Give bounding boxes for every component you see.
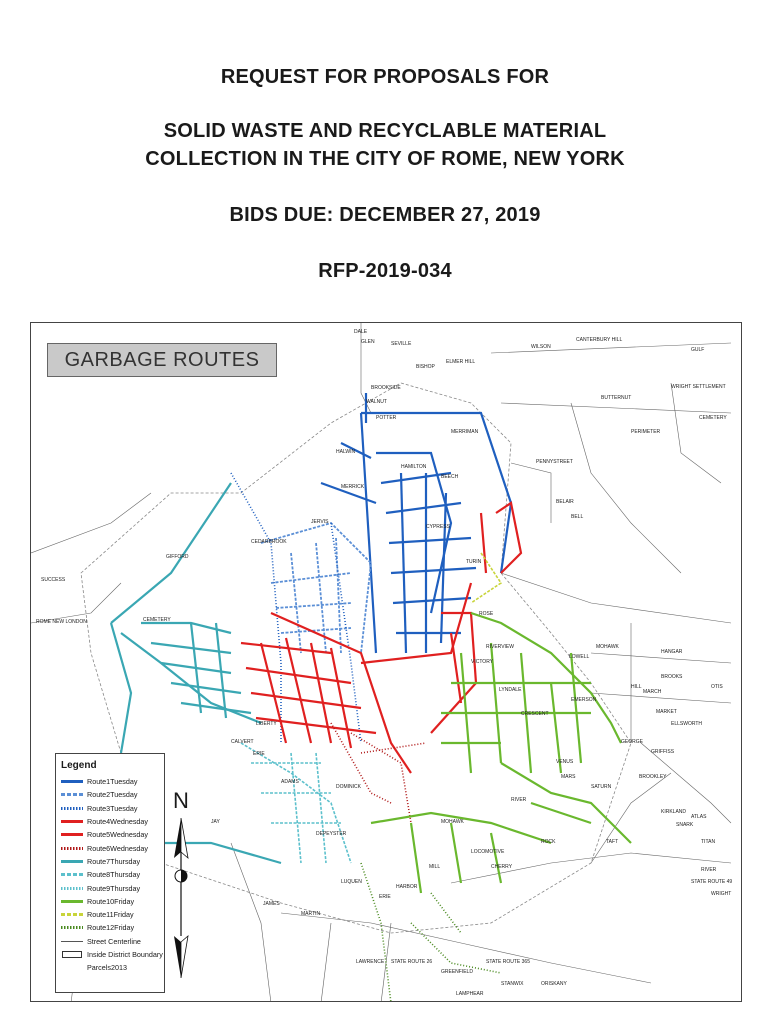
street-label: LAWRENCE — [356, 959, 385, 965]
street-label: GRIFFISS — [651, 749, 675, 755]
street-label: CANTERBURY HILL — [576, 337, 623, 343]
street-label: STATE ROUTE 49 — [691, 879, 733, 885]
street-label: GIFFORD — [166, 554, 189, 560]
street-label: BELAIR — [556, 499, 574, 505]
street-label: TAFT — [606, 839, 619, 845]
legend-label: Route3Tuesday — [87, 803, 138, 813]
legend-swatch — [61, 778, 83, 785]
legend-item — [61, 788, 160, 801]
street-label: SATURN — [591, 784, 612, 790]
north-arrow-icon — [169, 818, 193, 978]
street-label: RIVER — [511, 797, 527, 803]
legend-item — [61, 908, 160, 921]
legend-item — [61, 921, 160, 934]
street-label: MERRIMAN — [451, 429, 479, 435]
street-label: ROME NEW LONDON — [36, 619, 87, 625]
legend-item — [61, 948, 163, 961]
street-label: STATE ROUTE 26 — [391, 959, 433, 965]
street-label: MOHAWK — [596, 644, 619, 650]
street-label: ERIE — [379, 894, 391, 900]
legend-label: Route7Thursday — [87, 856, 141, 866]
legend-label: Route1Tuesday — [87, 777, 138, 787]
street-label: MERRICK — [341, 484, 365, 490]
street-label: LYNDALE — [499, 687, 522, 693]
street-label: BEECH — [441, 474, 459, 480]
street-label: CEMETERY — [699, 415, 727, 421]
street-label: VICTORY — [471, 659, 494, 665]
legend-label: Route8Thursday — [87, 870, 141, 880]
street-label: DOMINICK — [336, 784, 361, 790]
street-label: LUQUEN — [341, 879, 362, 885]
street-label: STANWIX — [501, 981, 524, 987]
street-label: BISHOP — [416, 364, 435, 370]
street-label: VENUS — [556, 759, 574, 765]
street-label: SNARK — [676, 822, 694, 828]
street-label: HILL — [631, 684, 642, 690]
street-label: JAY — [211, 819, 220, 825]
street-label: MOHAWK — [441, 819, 464, 825]
rfp-number: RFP-2019-034 — [318, 260, 452, 282]
route12-friday-dotted — [361, 863, 501, 1002]
street-label: ROCK — [541, 839, 556, 845]
street-label: CRESCENT — [521, 711, 549, 717]
legend-item — [61, 775, 160, 788]
legend-label: Route12Friday — [87, 923, 135, 933]
legend-item — [61, 841, 160, 854]
legend-box — [55, 753, 165, 993]
legend-item — [61, 802, 160, 815]
legend-label: Street Centerline — [87, 936, 141, 946]
street-label: RIVERVIEW — [486, 644, 514, 650]
street-label: GREENFIELD — [441, 969, 473, 975]
street-label: EMERSON — [571, 697, 597, 703]
street-label: LIBERTY — [256, 721, 277, 727]
street-label: KIRKLAND — [661, 809, 687, 815]
street-label: JERVIS — [311, 519, 329, 525]
route6-wednesday-dotted — [331, 723, 426, 823]
street-label: BROOKSIDE — [371, 385, 401, 391]
street-label: GEORGE — [621, 739, 643, 745]
street-label: ELMER HILL — [446, 359, 476, 365]
route8-9-thursday — [241, 743, 351, 863]
street-label: WRIGHT — [711, 891, 732, 897]
street-label: LAMPHEAR — [456, 991, 484, 997]
street-label: CHERRY — [491, 864, 513, 870]
legend-swatch — [61, 938, 83, 945]
street-label: STATE ROUTE 365 — [486, 959, 530, 965]
title-line-1: REQUEST FOR PROPOSALS FOR — [220, 66, 550, 88]
legend-swatch — [61, 805, 83, 812]
title-line-3: COLLECTION IN THE CITY OF ROME, NEW YORK — [145, 148, 625, 170]
legend-label: Route2Tuesday — [87, 790, 138, 800]
street-label: OTIS — [711, 684, 723, 690]
street-label: WALNUT — [366, 399, 387, 405]
street-label: POTTER — [376, 415, 397, 421]
street-label: BELL — [571, 514, 584, 520]
street-label: JAMES — [263, 901, 280, 907]
legend-label: Route5Wednesday — [87, 830, 149, 840]
street-label: BROOKLEY — [639, 774, 667, 780]
legend-swatch — [61, 951, 83, 958]
legend-swatch — [61, 871, 83, 878]
street-label: RIVER — [701, 867, 717, 873]
street-label: HALWIN — [336, 449, 356, 455]
map-title-box: GARBAGE ROUTES — [47, 343, 277, 377]
legend-label: Route9Thursday — [87, 883, 141, 893]
legend-swatch — [61, 845, 83, 852]
bids-due-line: BIDS DUE: DECEMBER 27, 2019 — [229, 204, 541, 226]
street-label: ELLSWORTH — [671, 721, 703, 727]
legend-swatch — [61, 885, 83, 892]
legend-swatch — [61, 911, 83, 918]
legend-title: Legend — [61, 760, 97, 771]
street-label: PERIMETER — [631, 429, 661, 435]
legend-item — [61, 881, 160, 894]
legend-item — [61, 895, 160, 908]
north-arrow — [169, 788, 193, 978]
street-label: LOCOMOTIVE — [471, 849, 505, 855]
legend-swatch — [61, 818, 83, 825]
street-label: CYPRESS — [426, 524, 450, 530]
street-label: BUTTERNUT — [601, 395, 632, 401]
street-label: ORISKANY — [541, 981, 567, 987]
legend-label: Route4Wednesday — [87, 817, 149, 827]
legend-swatch — [61, 791, 83, 798]
street-label: CEMETERY — [143, 617, 171, 623]
street-label: WRIGHT SETTLEMENT — [671, 384, 726, 390]
street-label: HAMILTON — [401, 464, 427, 470]
street-label: HARBOR — [396, 884, 418, 890]
street-label: MARCH — [643, 689, 662, 695]
street-label: LOWELL — [569, 654, 590, 660]
street-label: MARTIN — [301, 911, 321, 917]
street-label: GULF — [691, 347, 705, 353]
legend-item — [61, 868, 160, 881]
legend-swatch — [61, 831, 83, 838]
legend-label: Route11Friday — [87, 910, 134, 920]
legend-label: Parcels2013 — [87, 963, 127, 973]
legend-item — [61, 828, 160, 841]
street-label: TURIN — [466, 559, 482, 565]
street-label: MILL — [429, 864, 441, 870]
legend-label: Route10Friday — [87, 896, 135, 906]
street-label: ADAMS — [281, 779, 299, 785]
legend-swatch — [61, 898, 83, 905]
street-label: BROOKS — [661, 674, 683, 680]
legend-item — [61, 961, 160, 974]
legend-item — [61, 815, 160, 828]
legend-swatch — [61, 964, 83, 971]
street-label: TITAN — [701, 839, 716, 845]
street-label: PENNYSTREET — [536, 459, 573, 465]
street-label: GLEN — [361, 339, 375, 345]
street-label: CALVERT — [231, 739, 254, 745]
legend-list — [61, 775, 163, 974]
legend-swatch — [61, 924, 83, 931]
legend-label: Route6Wednesday — [87, 843, 149, 853]
street-label: DALE — [354, 329, 368, 335]
legend-item — [61, 935, 160, 948]
street-label: ATLAS — [691, 814, 707, 820]
street-label: ERIE — [253, 751, 265, 757]
street-label: ROSE — [479, 611, 494, 617]
street-label: DEPEYSTER — [316, 831, 347, 837]
street-label: SEVILLE — [391, 341, 412, 347]
legend-label: Inside District Boundary — [87, 950, 163, 959]
title-line-2: SOLID WASTE AND RECYCLABLE MATERIAL — [163, 120, 607, 142]
street-label: SUCCESS — [41, 577, 66, 583]
garbage-routes-map — [30, 322, 742, 1002]
street-label: MARKET — [656, 709, 677, 715]
legend-item — [61, 855, 160, 868]
street-label: CEDARBROOK — [251, 539, 287, 545]
north-label: N — [173, 788, 189, 813]
street-label: WILSON — [531, 344, 551, 350]
legend-swatch — [61, 858, 83, 865]
street-label: MARS — [561, 774, 576, 780]
street-label: HANGAR — [661, 649, 683, 655]
